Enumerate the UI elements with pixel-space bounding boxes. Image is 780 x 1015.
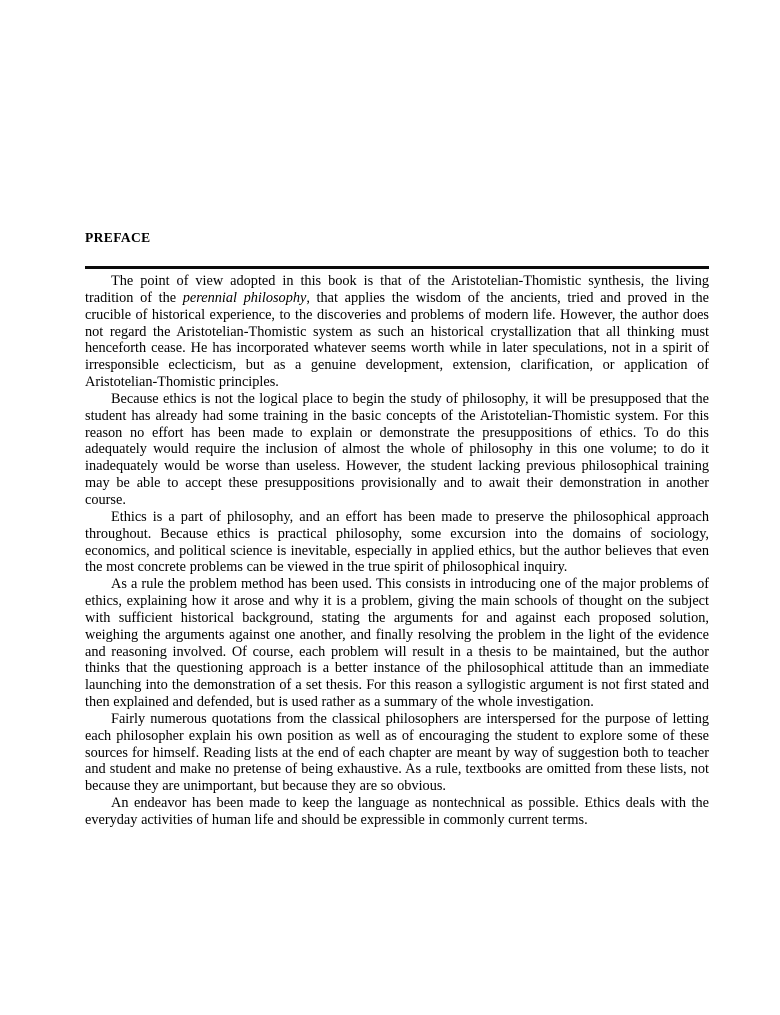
paragraph: An endeavor has been made to keep the language as nontechnical as possible. Ethics deals with the everyday activities of human life and should be expressible in commonly current terms. (85, 795, 709, 828)
page-title: PREFACE (85, 230, 151, 245)
paragraph: The point of view adopted in this book is that of the Aristotelian-Thomistic synthesis, the living tradition of the perennial philosophy, that applies the wisdom of the ancients, tried and proved in the crucible of historical experience, to the discoveries and problems of modern life. However, the author does not regard the Aristotelian-Thomistic system as such an historical crystallization that all thinking must henceforth cease. He has incorporated whatever seems worth while in later speculations, not in a spirit of irresponsible eclecticism, but as a genuine development, extension, clarification, or application of Aristotelian-Thomistic principles. (85, 273, 710, 391)
page-content (85, 230, 709, 829)
body-text (85, 273, 709, 829)
paragraph: Ethics is a part of philosophy, and an effort has been made to preserve the philosophical approach throughout. Because ethics is practical philosophy, some excursion into the domains of sociology, economics, and political science is inevitable, especially in applied ethics, but the author believes that even the most concrete problems can be viewed in the true spirit of philosophical inquiry. (85, 508, 709, 576)
paragraph: Because ethics is not the logical place to begin the study of philosophy, it will be presupposed that the student has already had some training in the basic concepts of the Aristotelian-Thomistic system. For this reason no effort has been made to explain or demonstrate the presuppositions of ethics. To do this adequately would require the inclusion of almost the whole of philosophy in this one volume; to do it inadequately would be worse than useless. However, the student lacking previous philosophical training may be able to accept these presuppositions provisionally and to await their demonstration in another course. (85, 390, 709, 508)
paragraph: As a rule the problem method has been used. This consists in introducing one of the major problems of ethics, explaining how it arose and why it is a problem, giving the main schools of thought on the subject with sufficient historical background, stating the arguments for and against each proposed solution, weighing the arguments against one another, and finally resolving the problem in the light of the evidence and reasoning involved. Of course, each problem will result in a thesis to be maintained, but the author thinks that the questioning approach is a better instance of the philosophical attitude than an immediate launching into the demonstration of a set thesis. For this reason a syllogistic argument is not first stated and then explained and defended, but is used rather as a summary of the whole investigation. (85, 576, 709, 711)
emphasized-text: perennial philosophy (182, 289, 307, 306)
heading-divider (85, 266, 709, 269)
paragraph: Fairly numerous quotations from the classical philosophers are interspersed for the purpose of letting each philosopher explain his own position as well as of encouraging the student to explore some of these sources for himself. Reading lists at the end of each chapter are meant by way of suggestion both to teacher and student and make no pretense of being exhaustive. As a rule, textbooks are omitted from these lists, not because they are unimportant, but because they are so obvious. (85, 710, 709, 795)
